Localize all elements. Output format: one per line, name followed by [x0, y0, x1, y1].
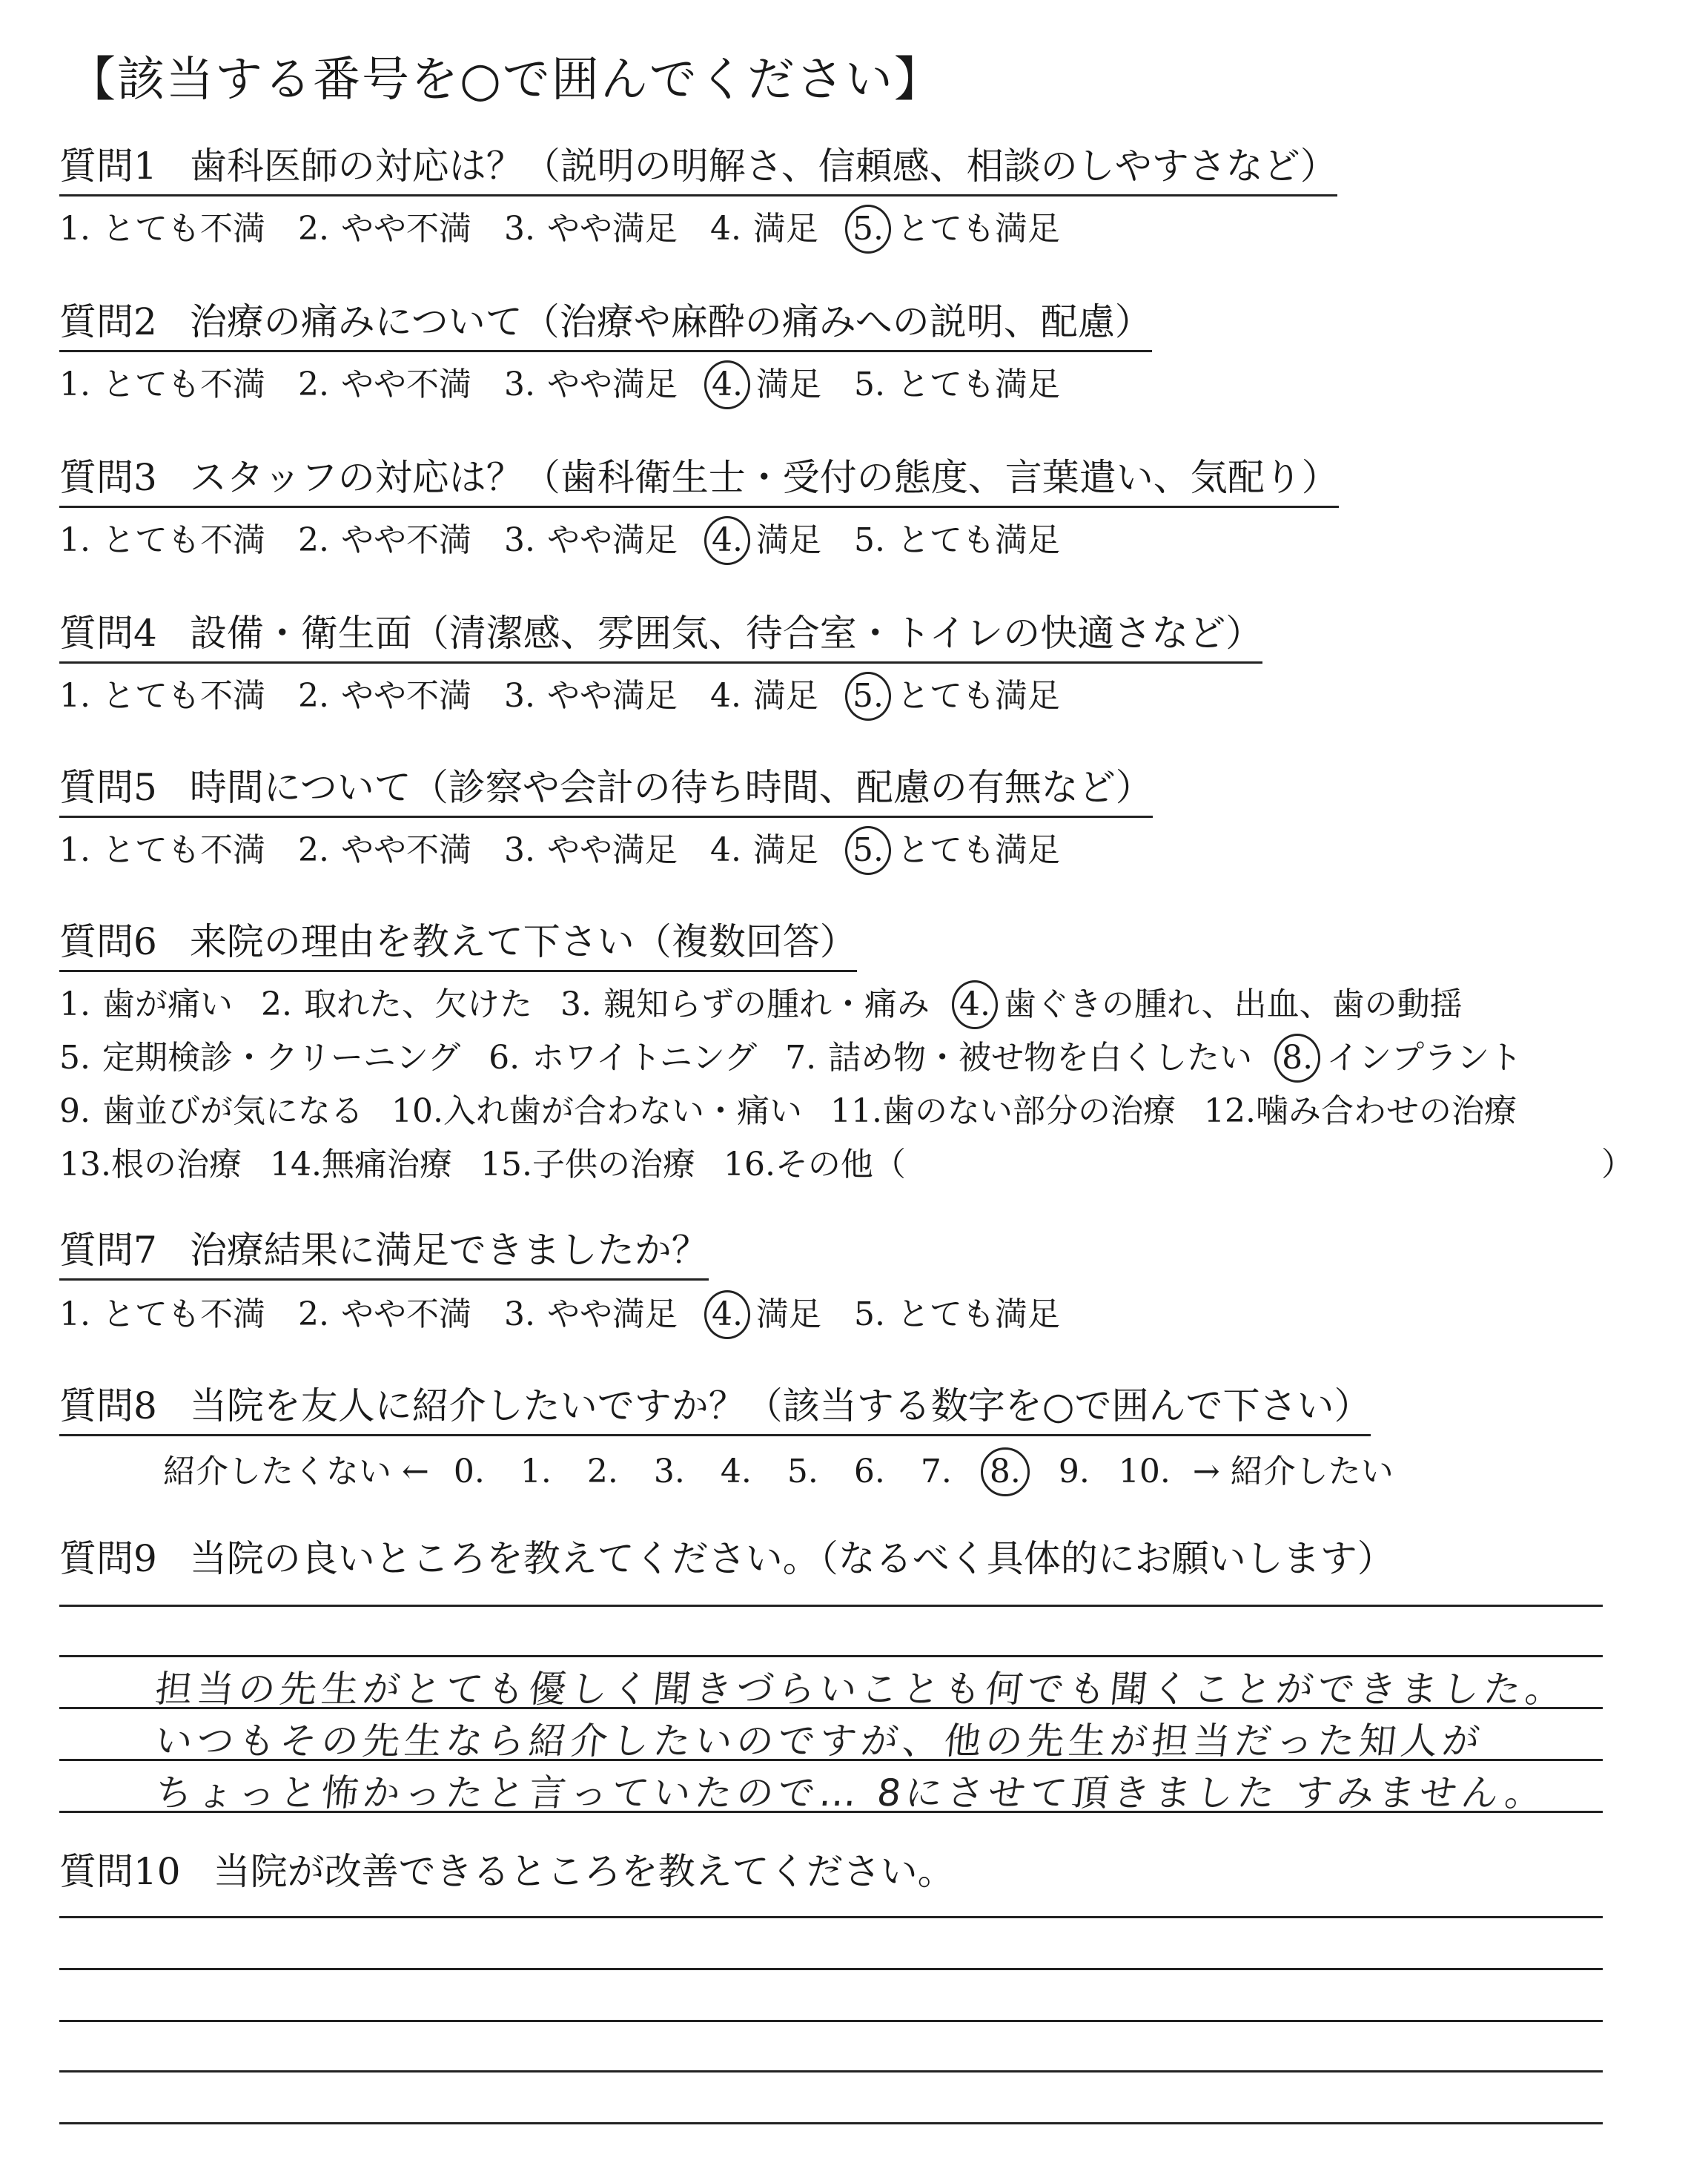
option-4[interactable] — [710, 211, 818, 247]
question-heading-2 — [59, 301, 1152, 352]
referral-scale — [163, 1444, 1411, 1496]
reason-label: 噛み合わせの治療 — [1255, 1092, 1517, 1130]
option-number: 4. — [704, 516, 750, 565]
option-number: 4. — [704, 1290, 750, 1339]
other-close-paren: ） — [1601, 1146, 1634, 1183]
option-number: 4. — [710, 831, 741, 869]
reason-option-7[interactable] — [785, 1031, 1252, 1078]
reason-label: 親知らずの腫れ・痛み — [603, 985, 930, 1023]
option-number: 5. — [854, 1295, 885, 1333]
reason-number: 16. — [723, 1146, 775, 1183]
option-label: 満足 — [753, 831, 818, 869]
option-number: 3. — [504, 831, 535, 869]
question-number: 質問5 — [59, 766, 157, 809]
reason-label: 入れ歯が合わない・痛い — [443, 1092, 802, 1130]
question-text: 時間について（診察や会計の待ち時間、配慮の有無など） — [189, 766, 1153, 809]
question-text: 治療結果に満足できましたか？ — [189, 1229, 709, 1272]
question-number: 質問1 — [59, 145, 157, 188]
option-label: やや不満 — [341, 677, 471, 715]
question-number: 質問3 — [59, 456, 157, 499]
reason-label: 詰め物・被せ物を白くしたい — [828, 1039, 1253, 1077]
scale-value-3[interactable]: 3. — [653, 1453, 685, 1490]
reason-number: 14. — [269, 1146, 322, 1183]
option-label: やや満足 — [547, 677, 678, 715]
question-heading-5 — [59, 767, 1153, 818]
option-label: とても不満 — [102, 1295, 265, 1333]
option-number: 1. — [59, 366, 90, 403]
reason-label: ホワイトニング — [532, 1039, 758, 1077]
option-5[interactable] — [851, 672, 1060, 721]
option-4[interactable] — [710, 833, 818, 868]
option-2[interactable] — [298, 211, 471, 247]
option-label: とても満足 — [897, 1295, 1060, 1333]
option-2[interactable] — [298, 367, 471, 403]
option-3[interactable] — [504, 523, 678, 558]
answer-options-7 — [59, 1290, 1093, 1339]
option-number: 1. — [59, 521, 90, 559]
option-5[interactable] — [854, 367, 1060, 403]
option-2[interactable] — [298, 1297, 471, 1332]
question-number: 質問6 — [59, 920, 157, 963]
reason-option-16[interactable] — [724, 1137, 906, 1185]
question-number: 質問8 — [59, 1384, 157, 1427]
reason-label: 歯が痛い — [102, 985, 233, 1023]
option-number: 5. — [845, 205, 891, 254]
reason-option-9[interactable] — [59, 1084, 363, 1132]
option-number: 5. — [845, 826, 891, 875]
option-number: 2. — [298, 521, 329, 559]
option-label: やや満足 — [547, 210, 678, 248]
option-label: とても満足 — [897, 366, 1060, 403]
answer-line-q9-1 — [59, 1605, 1603, 1607]
option-number: 5. — [845, 672, 891, 721]
reason-number: 13. — [59, 1146, 111, 1183]
option-4[interactable] — [710, 360, 821, 409]
option-5[interactable] — [854, 1297, 1060, 1332]
question-text: 当院の良いところを教えてください。（なるべく具体的にお願いします） — [189, 1537, 1394, 1580]
option-2[interactable] — [298, 833, 471, 868]
option-3[interactable] — [504, 833, 678, 868]
reason-option-11[interactable] — [830, 1084, 1176, 1132]
reason-number: 15. — [480, 1146, 532, 1183]
reason-label: 子供の治療 — [532, 1146, 695, 1183]
form-title: 【該当する番号を○で囲んでください】 — [68, 53, 943, 108]
reason-label: 取れた、欠けた — [304, 985, 532, 1023]
question-heading-3 — [59, 457, 1339, 508]
question-text: 治療の痛みについて（治療や麻酔の痛みへの説明、配慮） — [189, 300, 1152, 343]
reason-option-13[interactable] — [59, 1137, 242, 1185]
reason-option-3[interactable] — [560, 977, 930, 1025]
option-4[interactable] — [710, 516, 821, 565]
option-1[interactable] — [59, 1297, 265, 1332]
reason-option-12[interactable] — [1204, 1084, 1517, 1132]
scale-value-5[interactable]: 5. — [787, 1453, 818, 1490]
reason-row-4 — [59, 1137, 934, 1185]
option-label: やや不満 — [341, 831, 471, 869]
question-text: 当院が改善できるところを教えてください。 — [213, 1850, 955, 1893]
option-4[interactable] — [710, 1290, 821, 1339]
question-text: スタッフの対応は？（歯科衛生士・受付の態度、言葉遣い、気配り） — [189, 456, 1339, 499]
option-number: 2. — [298, 831, 329, 869]
handwritten-answer-line-3: ちょっと怖かったと言っていたので… 8にさせて頂きました すみません。 — [153, 1771, 1549, 1814]
reason-number: 12. — [1203, 1092, 1256, 1130]
option-label: 満足 — [756, 366, 821, 403]
answer-options-3 — [59, 516, 1093, 565]
option-label: とても不満 — [102, 521, 265, 559]
option-label: とても不満 — [102, 831, 265, 869]
answer-options-2 — [59, 360, 1093, 409]
option-1[interactable] — [59, 367, 265, 403]
option-label: やや満足 — [547, 521, 678, 559]
option-label: とても不満 — [102, 677, 265, 715]
reason-number: 3. — [560, 985, 592, 1023]
reason-row-3 — [59, 1084, 1545, 1132]
question-text: 歯科医師の対応は？（説明の明解さ、信頼感、相談のしやすさなど） — [189, 145, 1337, 188]
scale-value-6[interactable]: 6. — [853, 1453, 885, 1490]
option-label: やや満足 — [547, 366, 678, 403]
answer-line-q10-4 — [59, 2070, 1603, 2073]
reason-label: 歯並びが気になる — [102, 1092, 363, 1130]
reason-number: 1. — [59, 985, 90, 1023]
reason-option-15[interactable] — [480, 1137, 695, 1185]
option-label: やや不満 — [341, 1295, 471, 1333]
option-label: 満足 — [753, 677, 818, 715]
reason-number: 11. — [830, 1092, 882, 1130]
option-number: 3. — [504, 1295, 535, 1333]
option-label: とても満足 — [897, 831, 1060, 869]
option-label: 満足 — [756, 521, 821, 559]
option-number: 2. — [298, 1295, 329, 1333]
answer-line-q9-2 — [59, 1655, 1603, 1657]
option-label: やや不満 — [341, 210, 471, 248]
question-text: 設備・衛生面（清潔感、雰囲気、待合室・トイレの快適さなど） — [189, 612, 1263, 655]
option-number: 1. — [59, 677, 90, 715]
scale-value-8[interactable]: 8. — [981, 1447, 1030, 1496]
scale-value-4[interactable]: 4. — [720, 1453, 752, 1490]
reason-number: 5. — [59, 1039, 90, 1077]
reason-option-6[interactable] — [489, 1031, 757, 1078]
scale-right-label: → 紹介したい — [1192, 1453, 1394, 1490]
option-label: とても不満 — [102, 366, 265, 403]
option-number: 3. — [504, 210, 535, 248]
scale-left-label: 紹介したくない ← — [163, 1453, 429, 1490]
reason-number: 6. — [489, 1039, 520, 1077]
option-number: 1. — [59, 831, 90, 869]
question-number: 質問7 — [59, 1229, 157, 1272]
option-5[interactable] — [851, 826, 1060, 875]
option-number: 5. — [854, 366, 885, 403]
question-text: 当院を友人に紹介したいですか？（該当する数字を○で囲んで下さい） — [189, 1384, 1371, 1427]
reason-row-2 — [59, 1031, 1550, 1083]
scale-value-10[interactable]: 10. — [1118, 1453, 1171, 1490]
answer-line-q10-5 — [59, 2122, 1603, 2124]
answer-line-q10-1 — [59, 1916, 1603, 1918]
question-text: 来院の理由を教えて下さい（複数回答） — [189, 920, 857, 963]
question-heading-4 — [59, 612, 1262, 664]
question-heading-7 — [59, 1229, 709, 1281]
scale-value-7[interactable]: 7. — [920, 1453, 952, 1490]
option-3[interactable] — [504, 1297, 678, 1332]
option-number: 4. — [710, 210, 741, 248]
option-number: 2. — [298, 210, 329, 248]
reason-option-8[interactable] — [1280, 1031, 1522, 1083]
answer-options-4 — [59, 672, 1093, 721]
handwritten-answer-line-2: いつもその先生なら紹介したいのですが、他の先生が担当だった知人が — [153, 1720, 1486, 1763]
scale-value-0[interactable]: 0. — [453, 1453, 485, 1490]
option-2[interactable] — [298, 678, 471, 714]
question-heading-1 — [59, 145, 1337, 196]
option-1[interactable] — [59, 833, 265, 868]
scale-value-1[interactable]: 1. — [520, 1453, 552, 1490]
option-5[interactable] — [854, 523, 1060, 558]
question-heading-9 — [59, 1538, 1394, 1587]
reason-option-10[interactable] — [391, 1084, 802, 1132]
answer-line-q10-3 — [59, 2020, 1603, 2022]
option-label: やや満足 — [547, 1295, 678, 1333]
reason-row-1 — [59, 977, 1491, 1029]
question-number: 質問4 — [59, 612, 157, 655]
handwritten-answer-line-1: 担当の先生がとても優しく聞きづらいことも何でも聞くことができました。 — [153, 1668, 1569, 1711]
option-number: 4. — [710, 677, 741, 715]
option-number: 3. — [504, 677, 535, 715]
option-number: 1. — [59, 210, 90, 248]
option-label: とても不満 — [102, 210, 265, 248]
option-number: 2. — [298, 366, 329, 403]
reason-option-14[interactable] — [270, 1137, 452, 1185]
option-number: 5. — [854, 521, 885, 559]
option-label: やや不満 — [341, 521, 471, 559]
option-3[interactable] — [504, 367, 678, 403]
option-label: 満足 — [753, 210, 818, 248]
scale-value-9[interactable]: 9. — [1058, 1453, 1090, 1490]
option-number: 2. — [298, 677, 329, 715]
option-label: 満足 — [756, 1295, 821, 1333]
option-1[interactable] — [59, 678, 265, 714]
reason-number: 7. — [785, 1039, 817, 1077]
option-5[interactable] — [851, 205, 1060, 254]
reason-label: その他（ — [775, 1146, 906, 1183]
option-3[interactable] — [504, 211, 678, 247]
question-heading-8 — [59, 1385, 1371, 1436]
option-number: 3. — [504, 366, 535, 403]
option-2[interactable] — [298, 523, 471, 558]
reason-number: 8. — [1274, 1034, 1320, 1083]
answer-line-q10-2 — [59, 1968, 1603, 1970]
reason-number: 2. — [261, 985, 292, 1023]
option-label: とても満足 — [897, 677, 1060, 715]
question-number: 質問2 — [59, 300, 157, 343]
scale-value-2[interactable]: 2. — [586, 1453, 618, 1490]
reason-number: 9. — [59, 1092, 90, 1130]
reason-option-2[interactable] — [261, 977, 532, 1025]
option-number: 4. — [704, 360, 750, 409]
reason-label: 歯ぐきの腫れ、出血、歯の動揺 — [1004, 985, 1463, 1023]
option-1[interactable] — [59, 523, 265, 558]
option-label: やや不満 — [341, 366, 471, 403]
question-heading-6 — [59, 921, 857, 972]
option-number: 3. — [504, 521, 535, 559]
option-1[interactable] — [59, 211, 265, 247]
reason-label: インプラント — [1326, 1039, 1523, 1077]
reason-number: 4. — [952, 980, 998, 1029]
answer-options-5 — [59, 826, 1093, 875]
option-label: やや満足 — [547, 831, 678, 869]
reason-label: 無痛治療 — [321, 1146, 452, 1183]
question-heading-10 — [59, 1851, 955, 1900]
question-number: 質問9 — [59, 1537, 157, 1580]
answer-options-1 — [59, 205, 1093, 254]
option-label: とても満足 — [897, 521, 1060, 559]
option-label: とても満足 — [897, 210, 1060, 248]
option-4[interactable] — [710, 678, 818, 714]
reason-label: 根の治療 — [110, 1146, 242, 1183]
reason-option-4[interactable] — [958, 977, 1463, 1029]
reason-option-5[interactable] — [59, 1031, 460, 1078]
reason-option-1[interactable] — [59, 977, 233, 1025]
question-number: 質問10 — [59, 1850, 181, 1893]
option-3[interactable] — [504, 678, 678, 714]
reason-label: 定期検診・クリーニング — [102, 1039, 461, 1077]
reason-number: 10. — [391, 1092, 443, 1130]
option-number: 1. — [59, 1295, 90, 1333]
reason-label: 歯のない部分の治療 — [881, 1092, 1176, 1130]
